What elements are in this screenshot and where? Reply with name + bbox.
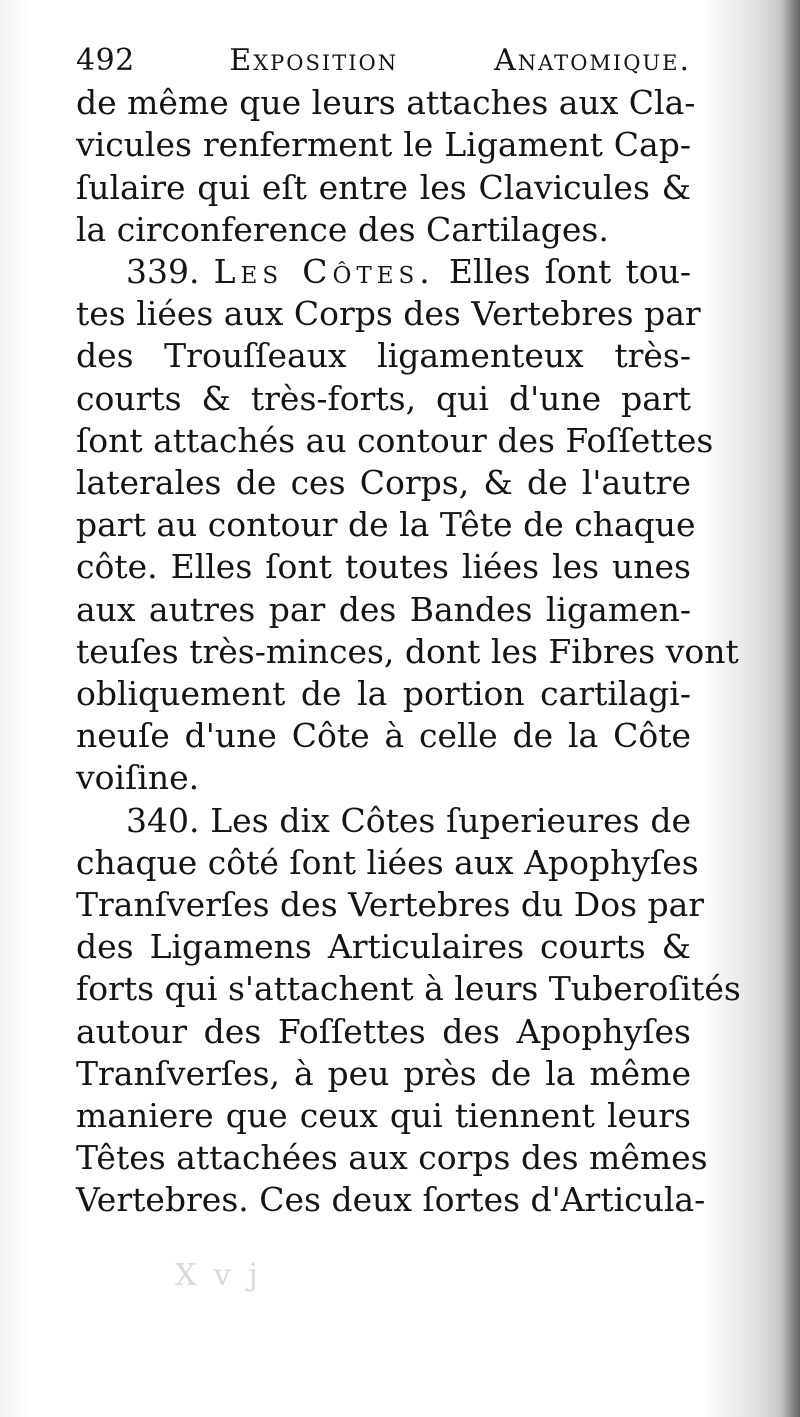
text-line: autour des Foſſettes des Apophyſes [76, 1011, 691, 1051]
paragraph-number: 339. [126, 252, 200, 292]
text-line: aux autres par des Bandes ligamen- [76, 589, 691, 629]
text-line: voiſine. [76, 758, 200, 798]
text-line: des Trouſſeaux ligamenteux très- [76, 336, 691, 376]
page-text [76, 40, 741, 1222]
text-line: obliquement de la portion cartilagi- [76, 674, 691, 714]
text-line: neuſe d'une Côte à celle de la Côte [76, 716, 691, 756]
paragraph-first-line [76, 251, 691, 293]
text-line: courts & très-forts, qui d'une part [76, 378, 691, 418]
first-line-text: Elles ſont tou- [448, 252, 691, 292]
text-line: teuſes très-minces, dont les Fibres vont [76, 631, 739, 671]
paragraph-first-line [76, 800, 691, 842]
text-line: côte. Elles ſont toutes liées les unes [76, 547, 691, 587]
text-line: Tranſverſes des Vertebres du Dos par [76, 885, 705, 925]
running-title: Exposition Anatomique. [229, 43, 691, 78]
text-line: Vertebres. Ces deux ſortes d'Articula- [76, 1180, 706, 1220]
paragraph-number: 340. [126, 800, 200, 840]
paragraph-340 [76, 800, 741, 1222]
page-number: 492 [76, 43, 135, 78]
first-line-text: Les dix Côtes ſuperieures de [210, 800, 691, 840]
text-line: maniere que ceux qui tiennent leurs [76, 1096, 691, 1136]
text-line: de même que leurs attaches aux Cla- [76, 83, 696, 123]
paragraph-339 [76, 251, 739, 800]
page-gutter-shadow [782, 0, 800, 1417]
text-line: chaque côté ſont liées aux Apophyſes [76, 842, 699, 882]
text-line: la circonference des Cartilages. [76, 209, 609, 249]
text-line: laterales de ces Corps, & de l'autre [76, 463, 691, 503]
text-line: vicules renferment le Ligament Cap- [76, 125, 691, 165]
text-line: des Ligamens Articulaires courts & [76, 927, 691, 967]
text-line: forts qui s'attachent à leurs Tuberoſités [76, 969, 741, 1009]
section-heading: Les Côtes. [213, 252, 435, 292]
text-line: tes liées aux Corps des Vertebres par [76, 294, 701, 334]
text-line: ſulaire qui eſt entre les Clavicules & [76, 167, 691, 207]
bleed-through-text: X v j [175, 1258, 262, 1293]
text-line: Têtes attachées aux corps des mêmes [76, 1138, 708, 1178]
text-line: ſont attachés au contour des Foſſettes [76, 420, 714, 460]
running-header [76, 40, 691, 82]
paragraph-continuation [76, 82, 696, 251]
text-line: Tranſverſes, à peu près de la même [76, 1053, 691, 1093]
text-line: part au contour de la Tête de chaque [76, 505, 696, 545]
